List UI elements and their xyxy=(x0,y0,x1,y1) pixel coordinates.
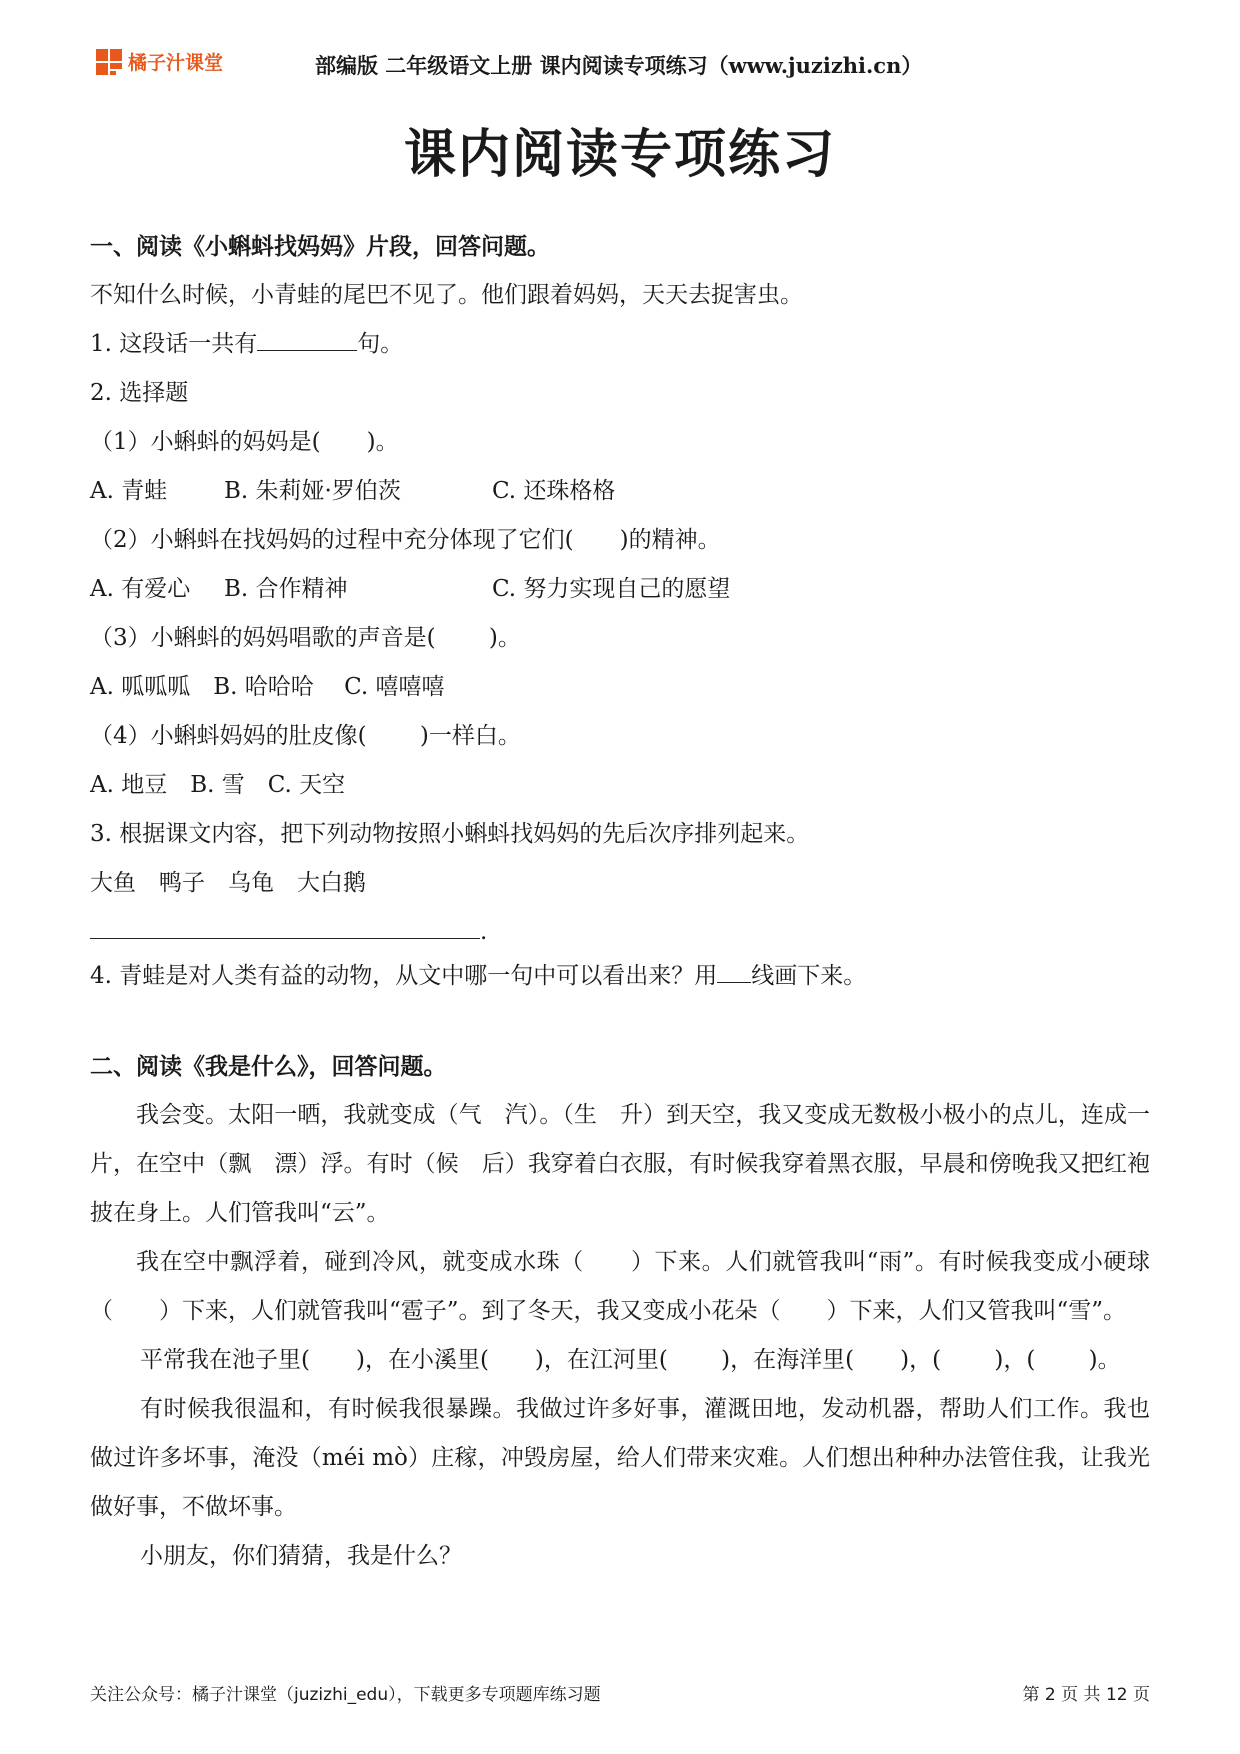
logo-icon xyxy=(96,49,122,75)
section-2-paragraph-4: 有时候我很温和，有时候我很暴躁。我做过许多好事，灌溉田地，发动机器，帮助人们工作。我也做过许多坏事，淹没（méi mò）庄稼，冲毁房屋，给人们带来灾难。人们想出种种办法管住我，让我光做好事，不做坏事。 xyxy=(90,1396,1150,1520)
question-4-suffix: 线画下来。 xyxy=(751,963,867,989)
footer-wechat-note: 关注公众号：橘子汁课堂（juzizhi_edu），下载更多专项题库练习题 xyxy=(90,1685,601,1705)
question-4 xyxy=(90,950,1150,1002)
question-1 xyxy=(90,320,1150,369)
footer-page-number: 第 2 页 共 12 页 xyxy=(1022,1685,1150,1705)
question-2-1-options xyxy=(90,467,1150,516)
option-b[interactable]: B. 合作精神 xyxy=(224,576,348,602)
section-1-passage: 不知什么时候，小青蛙的尾巴不见了。他们跟着妈妈，天天去捉害虫。 xyxy=(90,282,803,308)
question-4-prefix: 4. 青蛙是对人类有益的动物，从文中哪一句中可以看出来？用 xyxy=(90,963,718,989)
question-1-prefix: 1. 这段话一共有 xyxy=(90,331,258,357)
section-1-title: 一、阅读《小蝌蚪找妈妈》片段，回答问题。 xyxy=(90,233,550,260)
question-2-1: （1）小蝌蚪的妈妈是( )。 xyxy=(90,429,399,455)
question-1-suffix: 句。 xyxy=(357,331,404,357)
question-2-4: （4）小蝌蚪妈妈的肚皮像( )一样白。 xyxy=(90,723,521,749)
question-2-4-options[interactable]: A. 地豆 B. 雪 C. 天空 xyxy=(90,772,346,798)
question-3-answer xyxy=(90,908,1150,950)
question-2-2: （2）小蝌蚪在找妈妈的过程中充分体现了它们( )的精神。 xyxy=(90,527,721,553)
option-c[interactable]: C. 还珠格格 xyxy=(492,478,616,504)
question-2-3-options[interactable]: A. 呱呱呱 B. 哈哈哈 C. 嘻嘻嘻 xyxy=(90,674,445,700)
option-a[interactable]: A. 有爱心 xyxy=(90,576,191,602)
page-header xyxy=(90,40,1150,80)
option-b[interactable]: B. 朱莉娅·罗伯茨 xyxy=(224,478,401,504)
question-2-title: 2. 选择题 xyxy=(90,380,189,406)
question-2-3: （3）小蝌蚪的妈妈唱歌的声音是( )。 xyxy=(90,625,521,651)
logo-text: 橘子汁课堂 xyxy=(128,52,224,74)
section-2-paragraph-1: 我会变。太阳一晒，我就变成（气 汽）。（生 升）到天空，我又变成无数极小极小的点儿，连成一片，在空中（飘 漂）浮。有时（候 后）我穿着白衣服，有时候我穿着黑衣服，早晨和傍晚我又把红袍披在身上。人们管我叫“云”。 xyxy=(90,1102,1150,1226)
section-2-title: 二、阅读《我是什么》，回答问题。 xyxy=(90,1053,447,1080)
page-title: 课内阅读专项练习 xyxy=(403,124,836,185)
answer-line[interactable] xyxy=(90,908,480,939)
answer-blank[interactable] xyxy=(257,322,357,351)
option-a[interactable]: A. 青蛙 xyxy=(90,478,168,504)
section-2-paragraph-5: 小朋友，你们猜猜，我是什么？ xyxy=(140,1543,462,1569)
answer-blank[interactable] xyxy=(717,954,751,983)
question-3: 3. 根据课文内容，把下列动物按照小蝌蚪找妈妈的先后次序排列起来。 xyxy=(90,821,810,847)
section-2-paragraph-2: 我在空中飘浮着，碰到冷风，就变成水珠（ ）下来。人们就管我叫“雨”。有时候我变成小硬球（ ）下来，人们就管我叫“雹子”。到了冬天，我又变成小花朵（ ）下来，人们又管我叫“雪”。 xyxy=(90,1249,1150,1324)
section-2-paragraph-3: 平常我在池子里( )，在小溪里( )，在江河里( )，在海洋里( )，( )，( )。 xyxy=(140,1347,1121,1373)
question-2-2-options xyxy=(90,565,1150,614)
answer-line-dot: . xyxy=(480,919,488,945)
question-3-animals: 大鱼 鸭子 乌龟 大白鹅 xyxy=(90,870,366,896)
logo xyxy=(96,48,223,75)
worksheet-content xyxy=(90,222,1150,1581)
option-c[interactable]: C. 努力实现自己的愿望 xyxy=(492,576,731,602)
header-title: 部编版 二年级语文上册 课内阅读专项练习（www.juzizhi.cn） xyxy=(315,53,923,78)
